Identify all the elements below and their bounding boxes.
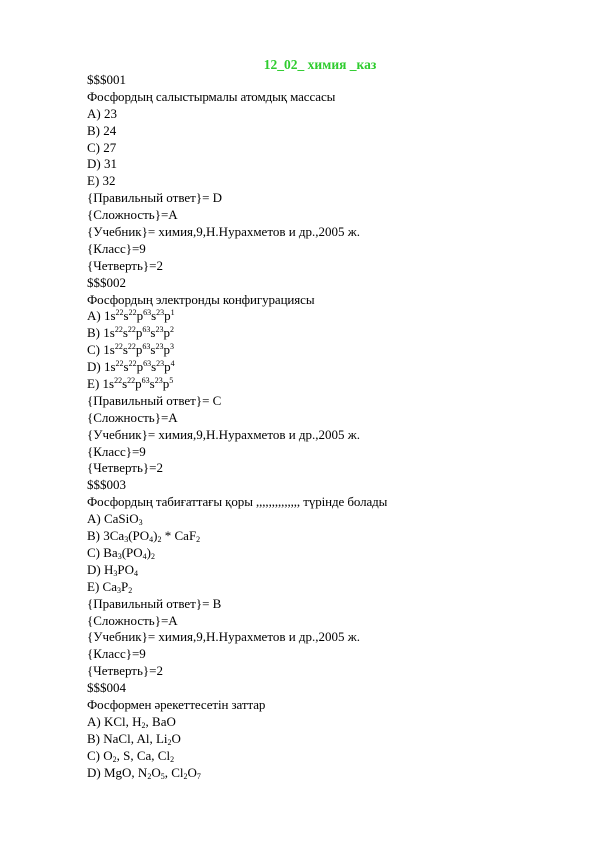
question-block <box>87 680 557 781</box>
option-letter: E) <box>87 173 103 189</box>
option-text: $1s^{22}s^{22}p^{63}s^{23}p^3$ <box>103 342 174 358</box>
answer-option <box>87 106 557 123</box>
quarter: {Четверть}=2 <box>87 257 163 273</box>
answer-option <box>87 342 557 359</box>
correct-answer: {Правильный ответ}= C <box>87 392 222 408</box>
option-text: $1s^{22}s^{22}p^{63}s^{23}p^1$ <box>103 308 175 324</box>
grade: {Класс}=9 <box>87 443 146 459</box>
question-id: $$$001 <box>87 72 126 87</box>
option-letter: C) <box>87 139 104 155</box>
option-letter: D) <box>87 764 104 780</box>
option-text: 23 <box>103 105 117 121</box>
textbook: {Учебник}= химия,9,Н.Нурахметов и др.,2005 ж. <box>87 629 361 645</box>
option-letter: B) <box>87 122 104 138</box>
correct-answer: {Правильный ответ}= D <box>87 190 223 206</box>
question-block <box>87 72 557 275</box>
option-text: $H_3PO_4$ <box>103 561 138 578</box>
difficulty: {Сложность}=A <box>87 612 178 628</box>
option-text: $1s^{22}s^{22}p^{63}s^{23}p^5$ <box>102 376 174 392</box>
answer-option <box>87 528 557 545</box>
answer-option <box>87 140 557 157</box>
answer-option <box>87 359 557 376</box>
answer-option <box>87 325 557 342</box>
option-text: $3Ca_3(PO_4)_2 * CaF_2$ <box>103 528 201 545</box>
grade: {Класс}=9 <box>87 646 146 662</box>
question-id: $$$004 <box>87 680 126 696</box>
textbook: {Учебник}= химия,9,Н.Нурахметов и др.,2005 ж. <box>87 224 361 240</box>
option-text: 27 <box>103 139 117 155</box>
correct-answer: {Правильный ответ}= B <box>87 595 222 611</box>
answer-option <box>87 714 557 731</box>
option-text: NaCl, Al, $Li_2O$ <box>103 730 181 747</box>
textbook: {Учебник}= химия,9,Н.Нурахметов и др.,2005 ж. <box>87 426 361 442</box>
question-stem: Фосфордың электронды конфигурациясы <box>87 291 315 307</box>
option-letter: A) <box>87 511 104 527</box>
option-letter: A) <box>87 308 104 324</box>
option-letter: A) <box>87 105 104 121</box>
option-letter: C) <box>87 544 104 560</box>
answer-option <box>87 748 557 765</box>
question-block <box>87 477 557 680</box>
option-letter: A) <box>87 713 104 729</box>
question-stem: Фосфордың табиғаттағы қоры ,,,,,,,,,,,,,, түрінде болады <box>87 494 388 510</box>
option-text: 32 <box>102 173 116 189</box>
quarter: {Четверть}=2 <box>87 663 163 679</box>
option-letter: B) <box>87 325 104 341</box>
difficulty: {Сложность}=A <box>87 207 178 223</box>
option-letter: C) <box>87 342 104 358</box>
question-stem: Фосфордың салыстырмалы атомдық массасы <box>87 88 336 104</box>
option-text: KCl, $H_2$, BaO <box>103 713 176 730</box>
answer-option <box>87 511 557 528</box>
option-text: 24 <box>103 122 117 138</box>
question-block <box>87 275 557 478</box>
option-text: CaSiO$_3$ <box>103 511 143 528</box>
option-letter: B) <box>87 528 104 544</box>
option-text: $1s^{22}s^{22}p^{63}s^{23}p^2$ <box>103 325 174 341</box>
question-stem: Фосформен әрекеттесетін заттар <box>87 696 266 712</box>
option-text: MgO, $N_2O_5$, $Cl_2O_7$ <box>103 764 201 781</box>
option-text: 31 <box>103 156 117 172</box>
option-text: $1s^{22}s^{22}p^{63}s^{23}p^4$ <box>103 359 175 375</box>
option-letter: E) <box>87 578 103 594</box>
grade: {Класс}=9 <box>87 240 146 256</box>
option-letter: B) <box>87 730 104 746</box>
difficulty: {Сложность}=A <box>87 409 178 425</box>
answer-option <box>87 308 557 325</box>
answer-option <box>87 376 557 393</box>
quarter: {Четверть}=2 <box>87 460 163 476</box>
question-id: $$$002 <box>87 274 126 290</box>
document-title: 12_02_ химия _каз <box>263 57 377 72</box>
answer-option <box>87 545 557 562</box>
question-id: $$$003 <box>87 477 126 493</box>
question-list <box>87 72 557 781</box>
option-letter: C) <box>87 747 104 763</box>
option-letter: E) <box>87 376 103 392</box>
option-letter: D) <box>87 359 104 375</box>
option-text: $Ba_3(PO_4)_2$ <box>103 544 155 561</box>
answer-option <box>87 765 557 782</box>
answer-option <box>87 731 557 748</box>
answer-option <box>87 173 557 190</box>
answer-option <box>87 123 557 140</box>
option-letter: D) <box>87 561 104 577</box>
option-text: $Ca_3P_2$ <box>102 578 133 595</box>
answer-option <box>87 562 557 579</box>
answer-option <box>87 579 557 596</box>
option-letter: D) <box>87 156 104 172</box>
answer-option <box>87 156 557 173</box>
option-text: $O_2$, S, Ca, $Cl_2$ <box>103 747 175 764</box>
